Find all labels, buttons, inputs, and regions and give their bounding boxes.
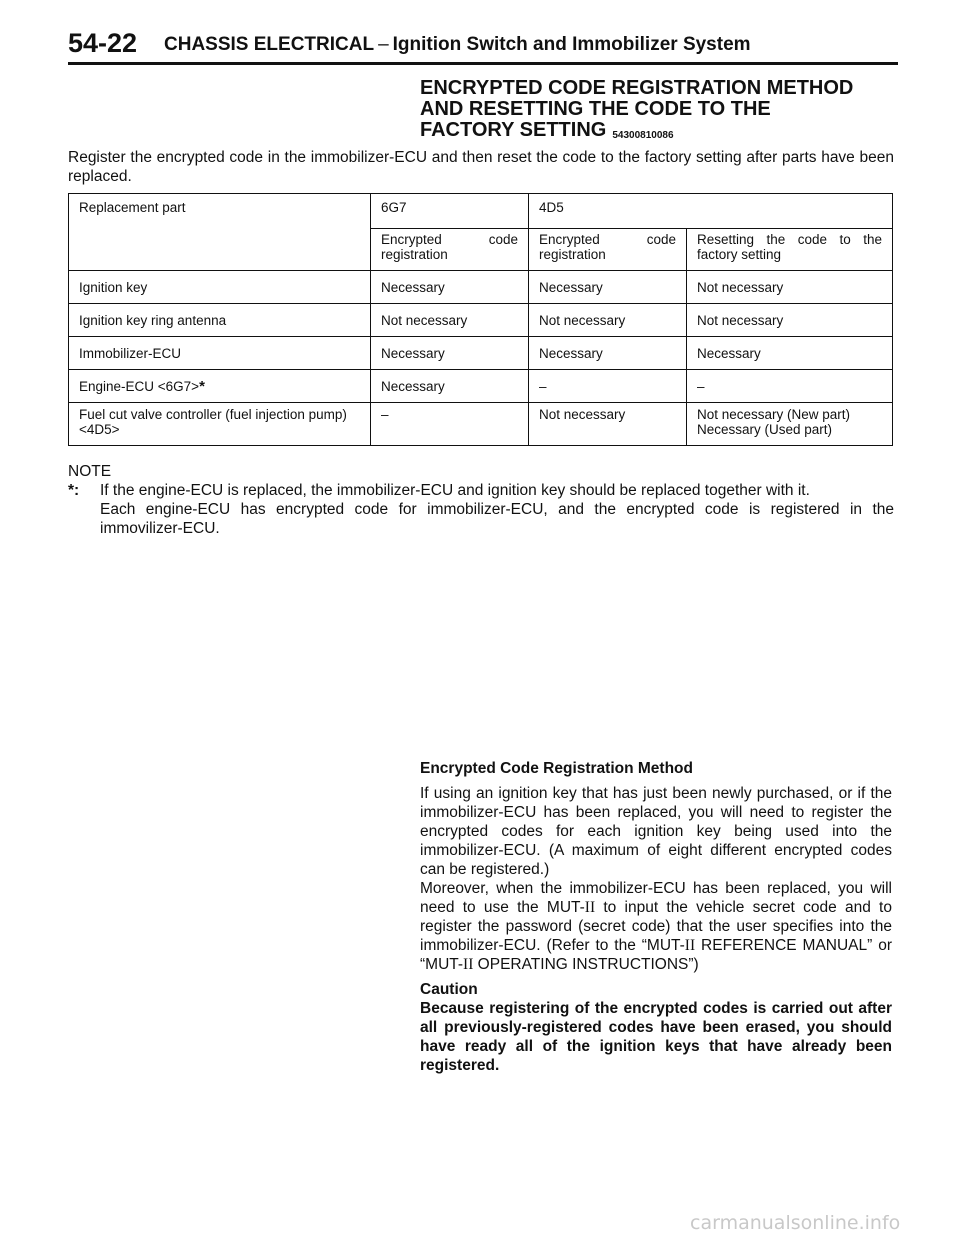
chapter-title: CHASSIS ELECTRICAL — [164, 34, 375, 55]
row-6g7-registration: Necessary — [371, 370, 529, 403]
row-6g7-registration: Necessary — [371, 337, 529, 370]
table-row — [69, 403, 893, 446]
row-6g7-registration: Not necessary — [371, 304, 529, 337]
section-title-line-3 — [420, 120, 900, 146]
header-4d5-span — [687, 194, 893, 229]
row-part-text: Engine-ECU <6G7> — [79, 378, 200, 394]
note-block — [68, 462, 894, 538]
row-4d5-reset: Not necessary — [687, 271, 893, 304]
row-part: Ignition key — [69, 271, 371, 304]
header-4d5: 4D5 — [529, 194, 687, 229]
note-line-1: If the engine-ECU is replaced, the immobilizer-ECU and ignition key should be replaced together with it. — [100, 482, 810, 499]
registration-paragraph-2 — [420, 879, 892, 974]
section-title-line-3-text: FACTORY SETTING — [420, 119, 607, 141]
table-header-row — [69, 194, 893, 229]
registration-paragraph-1: If using an ignition key that has just been newly purchased, or if the immobilizer-ECU has been replaced, you will need to register the encrypted codes for each ignition key being used into the immobilizer-ECU. (A maximum of eight different encrypted codes can be registered.) — [420, 785, 892, 878]
para2-part-b: to input the vehicle secret code and to register the password (secret code) that the user specifies into the immobilizer-ECU. (Refer to the “MUT- — [420, 899, 892, 954]
caution-title: Caution — [420, 981, 478, 998]
header-dash: – — [378, 34, 389, 55]
row-6g7-registration: – — [371, 403, 529, 446]
subheader-4d5-registration: Encrypted code registration — [529, 229, 687, 271]
header-title — [164, 34, 751, 56]
registration-body — [420, 784, 892, 974]
row-4d5-registration: Not necessary — [529, 304, 687, 337]
note-mark: *: — [68, 482, 80, 499]
row-4d5-reset-line-2: Necessary (Used part) — [697, 422, 833, 437]
section-code: 54300810086 — [612, 130, 674, 141]
registration-section — [420, 759, 892, 1075]
row-4d5-reset — [687, 403, 893, 446]
roman-numeral: II — [463, 956, 474, 973]
row-4d5-reset-line-1: Not necessary (New part) — [697, 407, 851, 422]
table-subheader-row — [69, 229, 893, 271]
row-4d5-registration: Necessary — [529, 337, 687, 370]
caution-text: Because registering of the encrypted codes is carried out after all previously-registered codes have been erased, you should have ready all of the ignition keys that have already been registered. — [420, 1000, 892, 1074]
section-title-line-1: ENCRYPTED CODE REGISTRATION METHOD — [420, 77, 854, 99]
footnote-star: * — [199, 377, 205, 395]
table-row — [69, 304, 893, 337]
row-part: Immobilizer-ECU — [69, 337, 371, 370]
subheader-4d5-reset: Resetting the code to the factory setting — [687, 229, 893, 271]
replacement-table — [68, 193, 892, 446]
table-row — [69, 370, 893, 403]
intro-paragraph: Register the encrypted code in the immobilizer-ECU and then reset the code to the factory setting after parts have been replaced. — [68, 149, 894, 185]
table-row — [69, 337, 893, 370]
header-replacement-part: Replacement part — [69, 194, 371, 229]
header-6g7: 6G7 — [371, 194, 529, 229]
roman-numeral: II — [584, 899, 596, 916]
para2-part-d: OPERATING INSTRUCTIONS”) — [473, 956, 699, 973]
watermark: carmanualsonline.info — [690, 1212, 901, 1234]
section-title-line-2: AND RESETTING THE CODE TO THE — [420, 98, 771, 120]
row-4d5-registration: Not necessary — [529, 403, 687, 446]
header-rule — [68, 62, 898, 65]
row-4d5-registration: – — [529, 370, 687, 403]
chapter-subtitle: Ignition Switch and Immobilizer System — [392, 34, 751, 55]
row-part — [69, 370, 371, 403]
section-title — [420, 78, 900, 146]
row-4d5-reset: – — [687, 370, 893, 403]
note-label: NOTE — [68, 463, 112, 480]
registration-title: Encrypted Code Registration Method — [420, 760, 693, 777]
para2-part-c: REFERENCE MANUAL” or “MUT- — [420, 937, 892, 973]
row-4d5-reset: Not necessary — [687, 304, 893, 337]
page-number: 54-22 — [68, 28, 138, 58]
row-6g7-registration: Necessary — [371, 271, 529, 304]
row-4d5-registration: Necessary — [529, 271, 687, 304]
row-4d5-reset: Necessary — [687, 337, 893, 370]
subheader-6g7-registration: Encrypted code registration — [371, 229, 529, 271]
row-part: Fuel cut valve controller (fuel injection pump) <4D5> — [69, 403, 371, 446]
page-header — [68, 28, 898, 64]
para2-part-a: Moreover, when the immobilizer-ECU has been replaced, you will need to use the MUT- — [420, 880, 892, 916]
row-part: Ignition key ring antenna — [69, 304, 371, 337]
roman-numeral: II — [684, 937, 696, 954]
table-row — [69, 271, 893, 304]
subheader-empty — [69, 229, 371, 271]
note-body — [68, 481, 894, 538]
note-line-2: Each engine-ECU has encrypted code for immobilizer-ECU, and the encrypted code is registered in the immovilizer-ECU. — [100, 501, 894, 537]
